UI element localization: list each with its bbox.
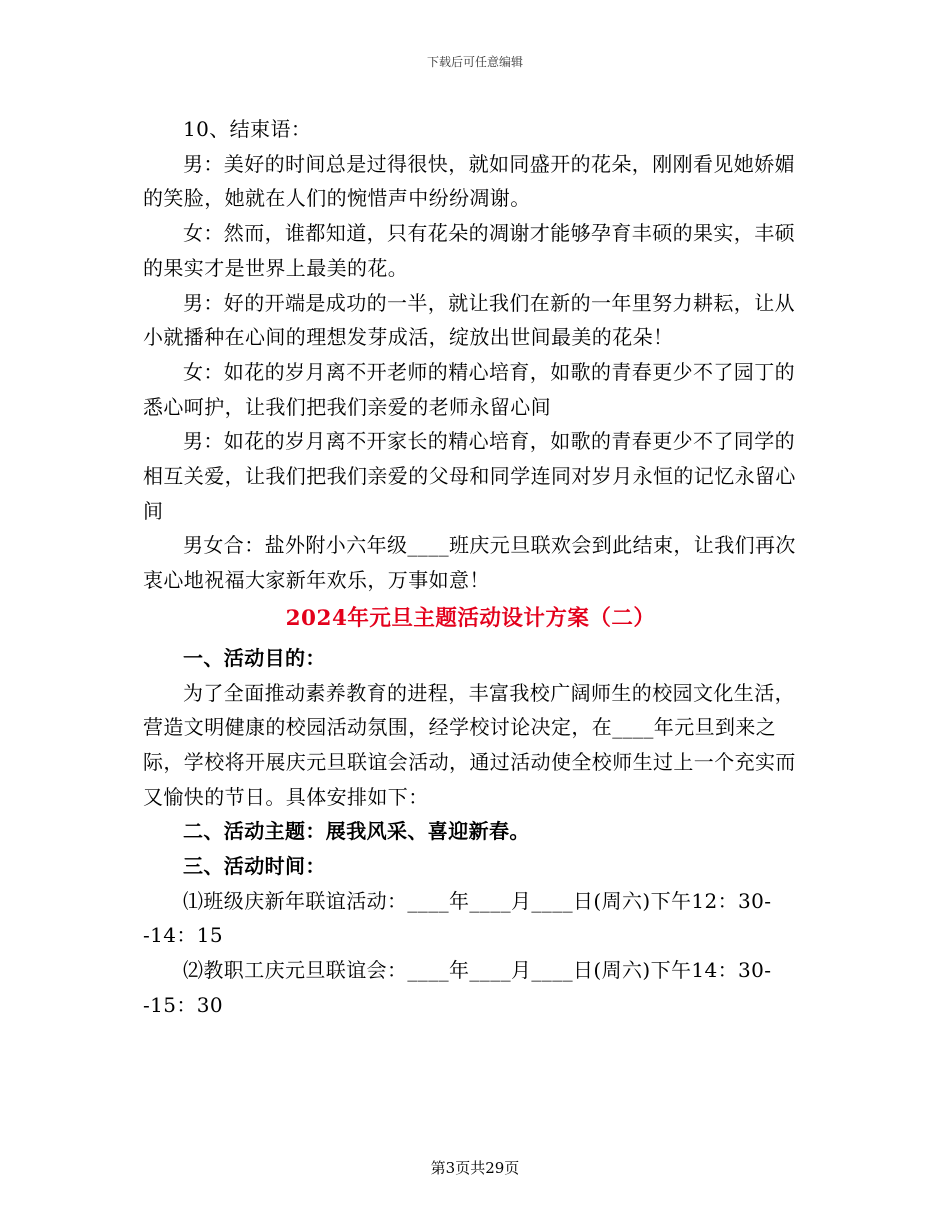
dialogue-paragraph: 男：如花的岁月离不开家长的精心培育，如歌的青春更少不了同学的相互关爱，让我们把我们亲爱的父母和同学连同对岁月永恒的记忆永留心间 <box>143 429 796 523</box>
section-heading-ending: 10、结束语： <box>183 117 312 141</box>
page-header: 下载后可任意编辑 <box>426 55 523 69</box>
dialogue-paragraph: 女：如花的岁月离不开老师的精心培育，如歌的青春更少不了园丁的悉心呵护，让我们把我们亲爱的老师永留心间 <box>143 359 795 419</box>
schedule-item: ⑵教职工庆元旦联谊会：____年____月____日(周六)下午14：30--15：30 <box>143 958 772 1017</box>
dialogue-paragraph: 男：好的开端是成功的一半，就让我们在新的一年里努力耕耘，让从小就播种在心间的理想发芽成活，绽放出世间最美的花朵！ <box>143 290 795 350</box>
dialogue-paragraph: 男：美好的时间总是过得很快，就如同盛开的花朵，刚刚看见她娇媚的笑脸，她就在人们的惋惜声中纷纷凋谢。 <box>143 151 795 211</box>
schedule-item: ⑴班级庆新年联谊活动：____年____月____日(周六)下午12：30--14：15 <box>143 888 772 948</box>
dialogue-paragraph: 男女合：盐外附小六年级____班庆元旦联欢会到此结束，让我们再次衷心地祝福大家新年欢乐，万事如意！ <box>143 533 796 593</box>
body-paragraph: 为了全面推动素养教育的进程，丰富我校广阔师生的校园文化生活，营造文明健康的校园活动氛围，经学校讨论决定，在____年元旦到来之际，学校将开展庆元旦联谊会活动，通过活动使全校师生过上一个充实而又愉快的节日。具体安排如下： <box>143 680 796 809</box>
section-heading-time: 三、活动时间： <box>183 854 326 879</box>
section-heading-purpose: 一、活动目的： <box>183 645 326 670</box>
dialogue-paragraph: 女：然而，谁都知道，只有花朵的凋谢才能够孕育丰硕的果实，丰硕的果实才是世界上最美的花。 <box>143 221 795 280</box>
document-body <box>143 112 798 1023</box>
section-heading-theme: 二、活动主题：展我风采、喜迎新春。 <box>183 819 530 844</box>
document-title: 2024年元旦主题活动设计方案（二） <box>285 605 656 631</box>
page-number: 第3页共29页 <box>430 1159 520 1177</box>
